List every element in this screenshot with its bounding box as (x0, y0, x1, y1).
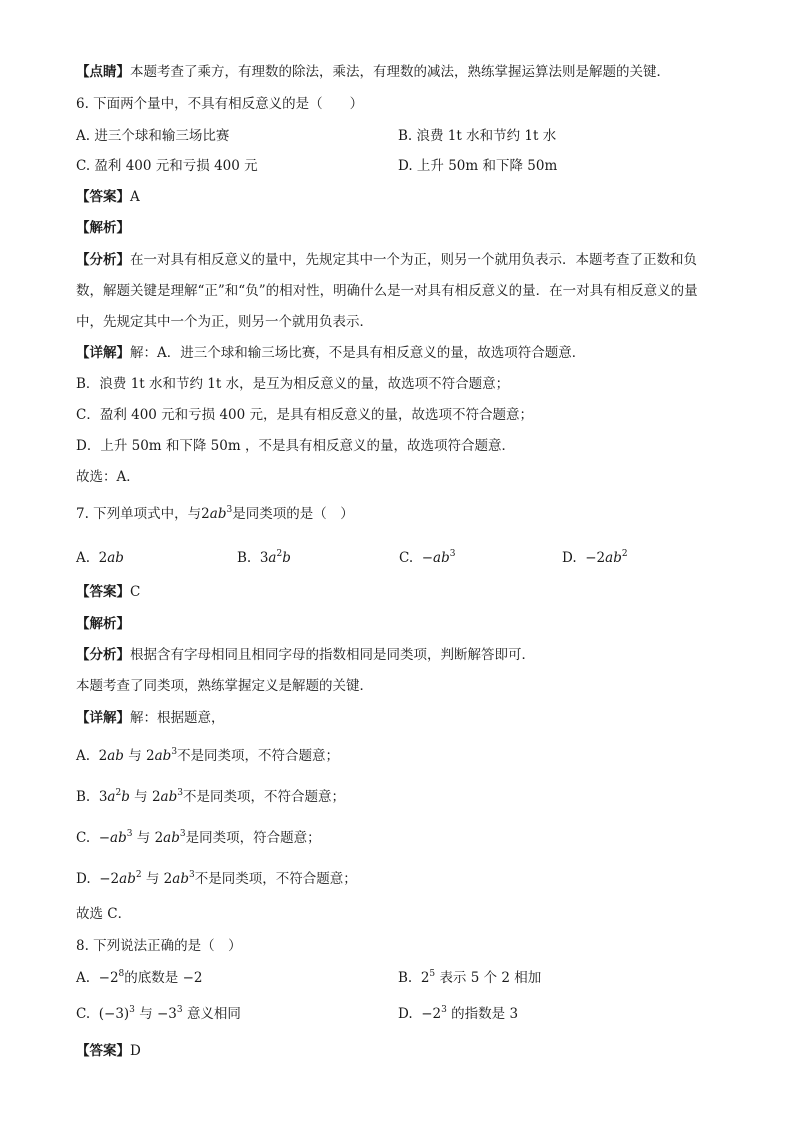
var: ab (160, 789, 178, 805)
answer-value: C (130, 584, 141, 600)
option-label: B. (76, 789, 91, 805)
answer-tag: 【答案】 (76, 584, 130, 600)
var: b (282, 550, 291, 566)
q7-fenxi-2: 本题考查了同类项，熟练掌握定义是解题的关键． (76, 678, 373, 694)
q7-detail-d (76, 869, 357, 889)
detail-text: 解：A．进三个球和输三场比赛，不是具有相反意义的量，故选项符合题意． (130, 345, 586, 361)
fenxi-text: 在一对具有相反意义的量中，先规定其中一个为正，则另一个就用负表示．本题考查了正数和负 (130, 252, 697, 268)
coef: 2 (146, 748, 155, 764)
option-label: D. (398, 1006, 413, 1022)
q6-selection: 故选：A． (76, 469, 140, 485)
var: ab (107, 748, 124, 764)
var: ab (119, 871, 136, 887)
q6-detail-2: B．浪费 1t 水和节约 1t 水，是互为相反意义的量，故选项不符合题意； (76, 376, 510, 392)
exp: 5 (429, 969, 436, 979)
verdict: 不是同类项，不符合题意； (182, 789, 345, 805)
coef: 2 (98, 550, 108, 566)
exp: 8 (118, 969, 125, 979)
option-text: 与 −3 (139, 1006, 177, 1022)
option-label: B. (398, 970, 413, 986)
exp: 3 (176, 1005, 183, 1015)
q8-option-d (398, 1004, 518, 1024)
base: −2 (421, 1006, 442, 1022)
coef: 2 (163, 871, 173, 887)
q6-detail-1 (76, 343, 585, 363)
detail-tag: 【详解】 (76, 710, 130, 726)
q7-option-a (76, 548, 124, 568)
base: (−3) (98, 1006, 130, 1022)
exp: 3 (179, 829, 186, 839)
option-text: 的指数是 3 (451, 1006, 519, 1022)
option-label: C. (399, 550, 414, 566)
q6-stem: 6. 下面两个量中，不具有相反意义的是（ ） (76, 96, 364, 112)
q6-option-c: C. 盈利 400 元和亏损 400 元 (76, 158, 258, 174)
exp: 3 (126, 829, 133, 839)
option-text: 意义相同 (186, 1006, 241, 1022)
q7-option-d (562, 548, 628, 568)
conj: 与 (145, 871, 160, 887)
var: a (268, 550, 277, 566)
exp: 2 (621, 549, 628, 559)
q7-stem-exp: 3 (226, 505, 233, 515)
q7-stem-var: ab (209, 506, 227, 522)
q7-detail-1 (76, 708, 225, 728)
option-label: C. (76, 830, 91, 846)
option-text: 表示 5 个 2 相加 (439, 970, 542, 986)
var: ab (163, 830, 180, 846)
coef: −2 (585, 550, 606, 566)
fenxi-text: 根据含有字母相同且相同字母的指数相同是同类项，判断解答即可． (130, 647, 535, 663)
coef: 3 (98, 789, 108, 805)
q6-fenxi-2: 数，解题关键是理解“正”和“负”的相对性，明确什么是一对具有相反意义的量．在一对具有相反意义的量 (76, 283, 698, 299)
answer-value: D (130, 1043, 141, 1059)
var: ab (154, 748, 172, 764)
var: ab (110, 830, 127, 846)
option-label: A. (76, 550, 91, 566)
conj: 与 (134, 789, 148, 805)
answer-value: A (130, 189, 140, 205)
note-text: 本题考查了乘方，有理数的除法，乘法，有理数的减法，熟练掌握运算法则是解题的关键． (130, 64, 670, 80)
q7-stem-coef: 2 (201, 506, 210, 522)
detail-tag: 【详解】 (76, 345, 130, 361)
option-label: D. (562, 550, 577, 566)
var: ab (107, 550, 124, 566)
q7-stem (76, 504, 354, 524)
var: ab (605, 550, 622, 566)
conj: 与 (128, 748, 142, 764)
base: 2 (420, 970, 430, 986)
coef: −2 (99, 871, 120, 887)
var: ab (172, 871, 189, 887)
option-label: D. (76, 871, 91, 887)
q6-option-d: D. 上升 50m 和下降 50m (398, 158, 558, 174)
q6-option-a: A. 进三个球和输三场比赛 (76, 128, 230, 144)
exp: 3 (171, 747, 178, 757)
answer-tag: 【答案】 (76, 1043, 130, 1059)
sign: − (421, 550, 434, 566)
q7-option-c (399, 548, 455, 568)
q8-stem: 8. 下列说法正确的是（ ） (76, 938, 242, 954)
coef: 2 (151, 789, 161, 805)
detail-text: 解：根据题意， (130, 710, 225, 726)
base: −2 (98, 970, 119, 986)
var: ab (433, 550, 450, 566)
q6-option-b: B. 浪费 1t 水和节约 1t 水 (398, 128, 557, 144)
q6-analysis-heading: 【解析】 (76, 220, 130, 236)
coef: 3 (259, 550, 269, 566)
exp: 2 (135, 870, 142, 880)
exp: 3 (449, 549, 456, 559)
note-tag: 【点睛】 (76, 64, 130, 80)
verdict: 不是同类项，不符合题意； (177, 748, 340, 764)
answer-tag: 【答案】 (76, 189, 130, 205)
q7-stem-pre: 7. 下列单项式中，与 (76, 506, 202, 522)
coef: 2 (154, 830, 164, 846)
sign: − (98, 830, 111, 846)
conj: 与 (136, 830, 151, 846)
q7-detail-a (76, 746, 339, 766)
var: b (121, 789, 130, 805)
q6-answer (76, 187, 140, 207)
q6-fenxi-3: 中，先规定其中一个为正，则另一个就用负表示． (76, 314, 373, 330)
note-line (76, 62, 670, 82)
verdict: 是同类项，符合题意； (185, 830, 321, 846)
q7-stem-post: 是同类项的是（ ） (232, 506, 354, 522)
option-text: 的底数是 −2 (124, 970, 203, 986)
var: a (107, 789, 116, 805)
q7-selection: 故选 C． (76, 906, 132, 922)
exp: 2 (115, 788, 122, 798)
q7-analysis-heading: 【解析】 (76, 616, 130, 632)
q7-option-b (237, 548, 291, 568)
q6-fenxi-1 (76, 250, 697, 270)
q8-option-b (398, 968, 541, 988)
q7-detail-b (76, 787, 345, 807)
exp: 3 (129, 1005, 135, 1015)
fenxi-tag: 【分析】 (76, 647, 130, 663)
q6-detail-4: D．上升 50m 和下降 50m ，不是具有相反意义的量，故选项符合题意． (76, 438, 515, 454)
option-label: A. (76, 748, 91, 764)
exp: 2 (276, 549, 283, 559)
coef: 2 (98, 748, 108, 764)
q8-option-a (76, 968, 202, 988)
option-label: C. (76, 1006, 91, 1022)
q8-answer (76, 1041, 141, 1061)
exp: 3 (177, 788, 183, 798)
option-label: A. (76, 970, 91, 986)
q8-option-c (76, 1004, 241, 1024)
verdict: 不是同类项，不符合题意； (194, 871, 357, 887)
exp: 3 (441, 1005, 447, 1015)
q7-answer (76, 582, 140, 602)
option-label: B. (237, 550, 252, 566)
q7-fenxi-1 (76, 645, 535, 665)
q6-detail-3: C．盈利 400 元和亏损 400 元，是具有相反意义的量，故选项不符合题意； (76, 407, 534, 423)
q7-detail-c (76, 828, 321, 848)
exp: 3 (188, 870, 195, 880)
fenxi-tag: 【分析】 (76, 252, 130, 268)
